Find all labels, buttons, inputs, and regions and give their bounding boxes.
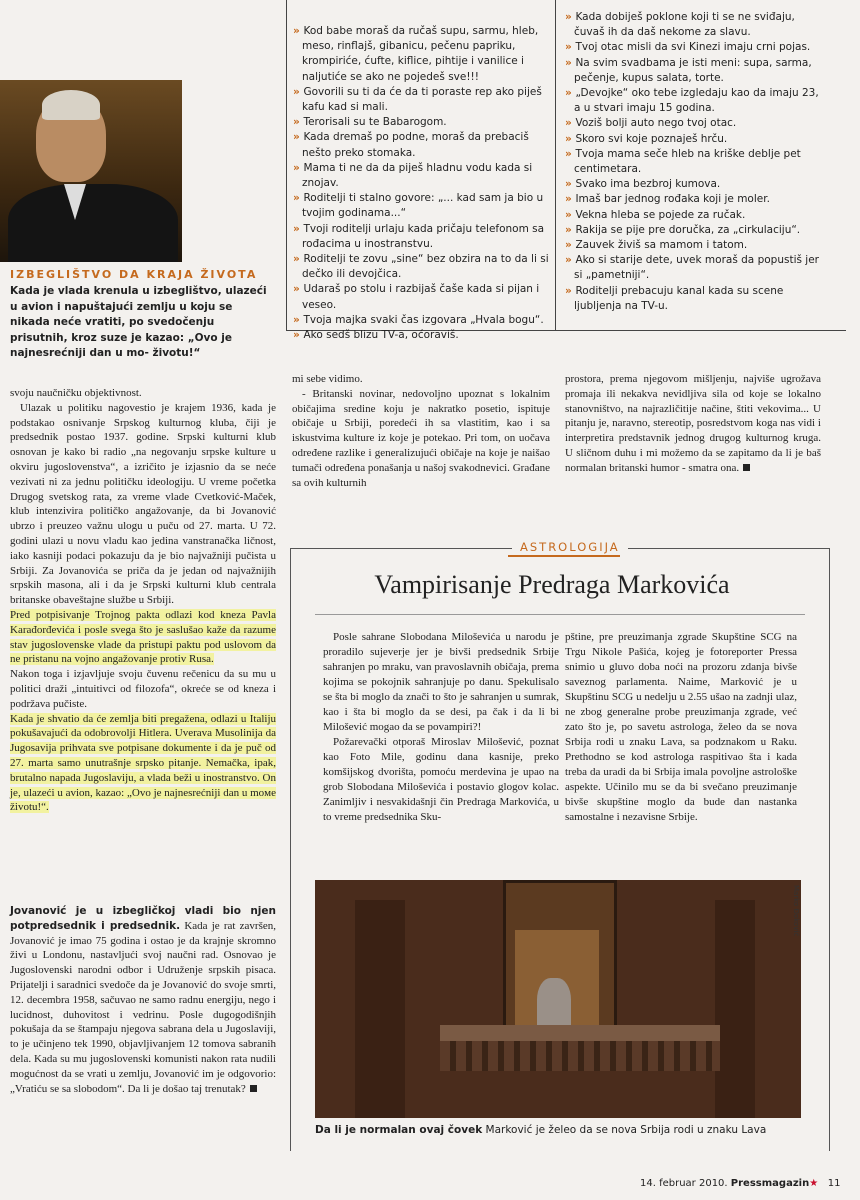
paragraph: prostora, prema njegovom mišljenju, najviše ugrožava promaja ili nekakva nevidljiva sila od koje se lokalno stanovništvo, na najrazličitije načine, štiti vekovima... U pitanju je, naravno, stereotip, posredstvom koga nas vidi i interpretira predstavnik jednog drugog kulturnog kruga. U sličnom duhu i mi možemo da se zapitamo da li je baš normalan britanski humor - smatra ona. [565,373,821,474]
paragraph: svoju naučničku objektivnost. [10,387,142,399]
section-underline [508,555,620,557]
caption-text: Kada je vlada krenula u izbeglištvo, ulazeći u avion i napuštajući zemlju u koju se nikada neće vratiti, po svedočenju prisutnih, kroz suze je kazao: „Ovo je najnesrećniji dan u mo- životu!“ [10,285,267,359]
photo-caption [315,1124,815,1136]
paragraph: mi sebe vidimo. [292,373,363,385]
list-item: » Tvoj otac misli da svi Kinezi imaju crni pojas. [565,40,820,55]
list-item: » Terorisali su te Babarogom. [293,115,551,130]
paragraph: Požarevački otporaš Miroslav Milošević, poznat kao Foto Mile, godinu dana kasnije, preko komšijskog dvorišta, pomoću merdevina je upao na grob Slobodana Miloševića i postavio glogov kolac. Zanimljiv i nesvakidašnji čin Predraga Markovića, u to vreme predsednika Sku- [323,736,559,823]
article-column-2 [292,372,550,490]
astrology-column-2 [565,630,797,825]
list-item: » Roditelji ti stalno govore: „... kad sam ja bio u tvojim godinama...“ [293,191,551,221]
list-item: » Kada dobiješ poklone koji ti se ne sviđaju, čuvaš ih da daš nekome za slavu. [565,10,820,40]
list-item: » Vekna hleba se pojede za ručak. [565,208,820,223]
list-item: » Imaš bar jednog rođaka koji je moler. [565,192,820,207]
highlighted-text: Kada je shvatio da će zemlja biti pregažena, odlazi u Italiju pokušavajući da odobrovolji Hitlera. Uverava Musolinija da Jugosavija prihvata sve potpisane dokumente i da je puč od 27. marta samo unutrašnje srpsko pitanje. Nemačka, ipak, brutalno napada Jugoslaviju, a vlada beži u inostranstvo. On je, ulazeći u avion, kazao: „Ovo je najnesrećniji dan u moме životu!“. [10,712,276,814]
paragraph: Ulazak u politiku nagovestio je krajem 1936, kada je podstakao osnivanje Srpskog kulturnog kluba, čiji je predsednik postao 1937. godine. Srpski kulturni klub osnovan je kako bi radio „na negovanju srpske kulture u okviru jugoslovenstva“, a izričito je izjasnio da se neće vezivati ni za jednu političku ideologiju. U vreme početka Drugog svetskog rata, za vreme vlade Cvetković-Maček, klub intenzivira političko angažovanje, da bi Jovanović ubrzo i preuzeo važnu ulogu u puču od 27. marta. U 72. godini ulazi u novu vladu kao jedina vanstranačka ličnost, iako kasniji podaci pokazuju da je bio najvažniji pučista u Srbiji. Za Jovanovića se priča da je jedan od najvažnijih srpskih masona, ali i da je Srpski kulturni klub centrala britanske obaveštajne službe u Srbiji. [10,401,276,607]
page-number: 11 [827,1178,841,1189]
list-item: » Na svim svadbama je isti meni: supa, sarma, pečenje, kupus salata, torte. [565,56,820,86]
headline: Vampirisanje Predraga Markovića [374,570,730,599]
end-mark [250,1085,257,1092]
caption-text: Marković je želeo da se nova Srbija rodi u znaku Lava [485,1124,767,1136]
list-item: » Kod babe moraš da ručaš supu, sarmu, hleb, meso, rinflajš, gibanicu, pečenu papriku, krompiriće, ćufte, kiflice, pihtije i vanilice i naljutiće se ako ne pojedeš sve!!! [293,24,551,85]
headline-rule [315,614,805,615]
paragraph: Kada je rat završen, Jovanović je imao 75 godina i ostao je da krajnje skromno živi u Londonu, nastavljući svoj naučni rad. Osnovao je Jugoslovenski narodni odbor i Udruženje srpskih pisaca. Prijatelji i saradnici svedoče da je Jovanović do svoje smrti, 12. decembra 1958, sačuvao ne samo radnu energiju, nego i lucidnost, duhovitost i vedrinu. Posle dugogodišnjih pokušaja da se štampaju njegova sabrana dela u Jugoslaviji, to je učinjeno tek 1990, objavljivanjem 12 tomova sabranih dela. Kada su mu jugoslovenski komunisti nakon rata nudili mogućnost da se vrati u zemlju, Jovanović im je odgovorio: „Vratiću se sa slobodom“. Da li je došao taj trenutak? [10,919,277,1095]
divider-line [555,0,556,330]
list-item: » Zauvek živiš sa mamom i tatom. [565,238,820,253]
list-b [565,10,820,314]
list-item: » Svako ima bezbroj kumova. [565,177,820,192]
paragraph: pštine, pre preuzimanja zgrade Skupštine SCG na Trgu Nikole Pašića, kojeg je fotoreporter Pressa snimio u gluvo doba noći na prozoru zdanja bivše saveznog parlamenta. Naime, Marković je u Skupštinu SCG u nedelju u 2.55 ušao na zadnji ulaz, ne zbog generalne probe preuzimanja zgrade, već zato što je, po savetu astrologa, želeo da se nova Srbija rodi u znaku Lava, sa podznakom u Raku. Prethodno se kod astrologa raspitivao šta i kada treba da uradi da bi Srbija imala povoljne astrološke aspekte. Učinilo mu se da bi svečano preuzimanje bivše skupštine moglo da bude dan nastanka samostalne i nezavisne Srbije. [565,631,797,823]
list-item: » Tvoji roditelji urlaju kada pričaju telefonom sa rođacima u inostranstvu. [293,222,551,252]
brand-name: Pressmagazin [730,1178,810,1189]
caption-bold: Da li je normalan ovaj čovek [315,1124,483,1136]
parliament-photo [315,880,801,1118]
section-label: ASTROLOGIJA [512,540,628,554]
list-item: » Ako sedš blizu TV-a, oćoraviš. [293,328,551,343]
list-a [293,24,551,343]
caption-title: IZBEGLIŠTVO DA KRAJA ŽIVOTA [10,268,258,281]
article-column-1-end [10,904,276,1096]
list-item: » Roditelji te zovu „sine“ bez obzira na to da li si dečko ili devojčica. [293,252,551,282]
article-column-1 [10,386,276,815]
issue-date: 14. februar 2010. [640,1178,728,1189]
list-item: » „Devojke“ oko tebe izgledaju kao da imaju 23, a u stvari imaju 15 godina. [565,86,820,116]
list-item: » Govorili su ti da će da ti poraste rep ako piješ kafu kad si mali. [293,85,551,115]
end-mark [743,464,750,471]
star-icon: ★ [809,1178,819,1189]
list-item: » Roditelji prebacuju kanal kada su scene ljubljenja na TV-u. [565,284,820,314]
list-item: » Tvoja majka svaki čas izgovara „Hvala bogu“. [293,313,551,328]
astrology-column-1 [323,630,559,825]
list-item: » Skoro svi koje poznaješ hrču. [565,132,820,147]
list-item: » Mama ti ne da da piješ hladnu vodu kada si znojav. [293,161,551,191]
list-item: » Ako si starije dete, uvek moraš da popustiš jer si „pametniji“. [565,253,820,283]
divider-line [286,0,287,330]
paragraph: - Britanski novinar, nedovoljno upoznat s lokalnim običajima sredine koju je nakratko posetio, ispituje običaje u Srbiji, poredeći ih sa vlastitim, kao i sa iskustvima kulture iz koje je potekao. Pri tom, on uočava određene razlike i generalizujući običaje na koje je naišao tumači određena ponašanja u našoj svakodnevici. Građane sa ovih kulturnih [292,387,550,489]
article-column-3 [565,372,821,476]
highlighted-text: Pred potpisivanje Trojnog pakta odlazi kod kneza Pavla Karađorđevića i posle svega što je saslušao kaže da razume stav jugoslovenske vlade da pristupi paktu pod uslovom da ne pristanu na vojno angažovanje protiv Rusa. [10,608,276,666]
list-item: » Udaraš po stolu i razbijaš čaše kada si pijan i veseo. [293,282,551,312]
list-item: » Voziš bolji auto nego tvoj otac. [565,116,820,131]
portrait-photo [0,80,182,262]
photo-credit: Marko Đoković [792,885,800,937]
list-item: » Tvoja mama seče hleb na kriške deblje pet centimetara. [565,147,820,177]
list-item: » Kada dremaš po podne, moraš da prebaciš nešto preko stomaka. [293,130,551,160]
list-item: » Rakija se pije pre doručka, za „cirkulaciju“. [565,223,820,238]
page-footer [640,1178,840,1189]
paragraph: Nakon toga i izjavljuje svoju čuvenu rečenicu da su mu u politici draži „intuitivci od filozofa“, okreće se od kneza i podržava pučiste. [10,668,276,710]
paragraph: Posle sahrane Slobodana Miloševića u narodu je proradilo sujeverje jer je bivši predsednik Srbije sahranjen po mraku, van pravoslavnih običaja, prema kojima se pokojnik sahranjuje po danu. Spekulisalo se šta bi moglo da znači to što je sahranjen u sumrak, kao i šta bi moglo da se desi, pa čak i da li bi Milošević mogao da se povampiri?! [323,631,559,733]
lead-in: Jovanović je u izbegličkoj vladi bio njen potpredsednik i predsednik. [10,905,276,932]
